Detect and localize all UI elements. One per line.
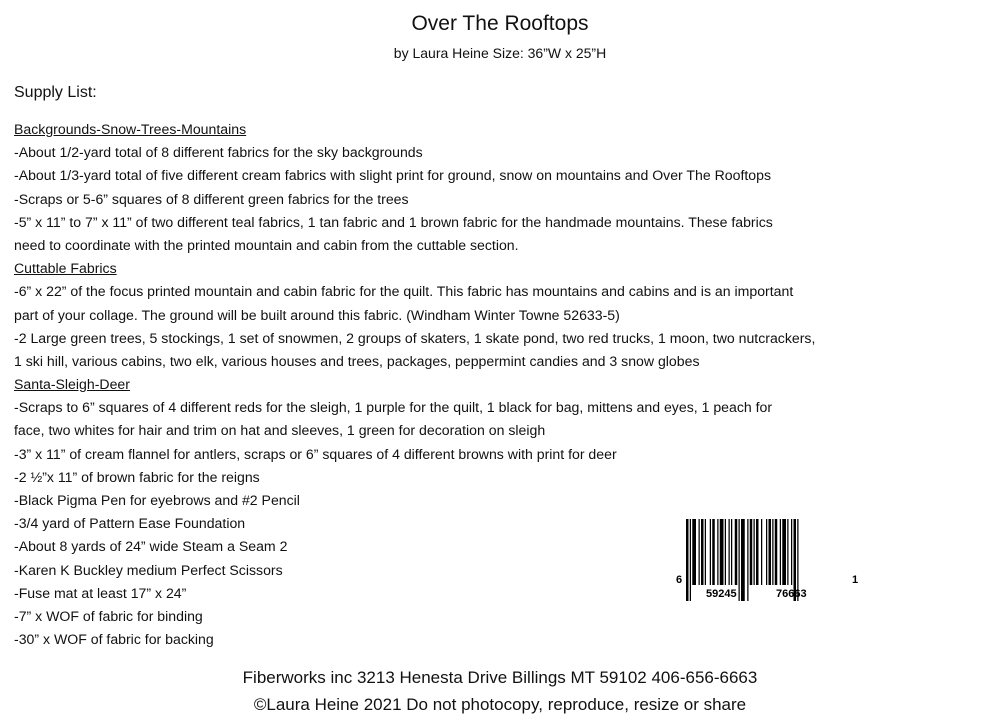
supply-item: -3/4 yard of Pattern Ease Foundation [14, 515, 246, 532]
supply-item: -Black Pigma Pen for eyebrows and #2 Pencil [14, 492, 300, 508]
supply-item: -Fuse mat at least 17” x 24” [14, 584, 187, 601]
barcode-bar [720, 519, 724, 585]
barcode-bar [766, 519, 767, 585]
barcode-bar [729, 519, 730, 585]
supply-item: -About 8 yards of 24” wide Steam a Seam 2 [14, 538, 288, 555]
barcode-bar [747, 519, 748, 601]
barcode-bar [686, 519, 689, 601]
supply-list-title: Supply List: [14, 84, 97, 101]
supply-item: part of your collage. The ground will be built around this fabric. (Windham Winter Towne 52633-5) [14, 306, 620, 323]
barcode [672, 519, 862, 609]
barcode-bar [725, 519, 726, 585]
supply-item: -5” x 11” to 7” x 11” of two different teal fabrics, 1 tan fabric and 1 brown fabric for the handmade mountains. These fabrics [14, 213, 773, 230]
supply-item: -About 1/2-yard total of 8 different fabrics for the sky backgrounds [14, 144, 423, 161]
barcode-bar [712, 519, 715, 585]
barcode-bar [699, 519, 700, 585]
supply-item: -About 1/3-yard total of five different cream fabrics with slight print for ground, snow on mountains and Over The Rooftops [14, 167, 772, 184]
barcode-bar [787, 519, 788, 585]
supply-item: -2 ½”x 11” of brown fabric for the reigns [14, 468, 260, 485]
barcode-bar [791, 519, 792, 585]
supply-item: -2 Large green trees, 5 stockings, 1 set of snowmen, 2 groups of skaters, 1 skate pond, two red trucks, 1 moon, two nutcrackers, [14, 329, 816, 346]
barcode-bar [692, 519, 696, 585]
barcode-bar [701, 519, 704, 585]
barcode-bar [782, 519, 786, 585]
barcode-bar [775, 519, 778, 585]
section-heading: Santa-Sleigh-Deer [14, 376, 130, 393]
section-heading: Cuttable Fabrics [14, 260, 117, 277]
supply-item: -Scraps to 6” squares of 4 different reds for the sleigh, 1 purple for the quilt, 1 black for bag, mittens and eyes, 1 peach for [14, 399, 773, 416]
page-title: Over The Rooftops [411, 12, 589, 35]
page-subtitle: by Laura Heine Size: 36”W x 25”H [393, 45, 607, 61]
supply-item: face, two whites for hair and trim on hat and sleeves, 1 green for decoration on sleigh [14, 422, 546, 439]
supply-item: -30” x WOF of fabric for backing [14, 631, 214, 648]
footer-address: Fiberworks inc 3213 Henesta Drive Billings MT 59102 406-656-6663 [242, 668, 758, 687]
supply-item: -3” x 11” of cream flannel for antlers, scraps or 6” squares of 4 different browns with print for deer [14, 445, 617, 462]
barcode-left-digit: 6 [676, 574, 683, 586]
barcode-left-group: 59245 [706, 588, 737, 600]
barcode-bar [754, 519, 755, 585]
section-heading: Backgrounds-Snow-Trees-Mountains [14, 121, 247, 137]
supply-item: 1 ski hill, various cabins, two elk, various houses and trees, packages, peppermint candies and 3 snow globes [14, 352, 700, 369]
barcode-bar [739, 519, 740, 601]
barcode-bar [772, 519, 773, 585]
barcode-right-digit: 1 [852, 574, 859, 586]
barcode-right-group: 76663 [776, 588, 807, 600]
barcode-bar [717, 519, 718, 585]
barcode-bar [756, 519, 759, 585]
barcode-graphic [672, 519, 862, 609]
supply-item: -6” x 22” of the focus printed mountain and cabin fabric for the quilt. This fabric has mountains and cabins and is an important [14, 283, 794, 300]
barcode-bar [741, 519, 745, 601]
barcode-bar [735, 519, 738, 585]
barcode-bar [750, 519, 753, 585]
supply-item: -7” x WOF of fabric for binding [14, 607, 203, 624]
barcode-bar [769, 519, 772, 585]
barcode-bar [731, 519, 732, 585]
barcode-bar [710, 519, 711, 585]
supply-item: -Karen K Buckley medium Perfect Scissors [14, 561, 283, 578]
footer-copyright: ©Laura Heine 2021 Do not photocopy, reproduce, resize or share [253, 695, 747, 714]
barcode-bar [705, 519, 706, 585]
barcode-bar [780, 519, 781, 585]
barcode-bar [690, 519, 691, 601]
supply-item: need to coordinate with the printed mountain and cabin from the cuttable section. [14, 236, 519, 253]
barcode-bar [761, 519, 762, 585]
supply-item: -Scraps or 5-6” squares of 8 different green fabrics for the trees [14, 190, 409, 207]
